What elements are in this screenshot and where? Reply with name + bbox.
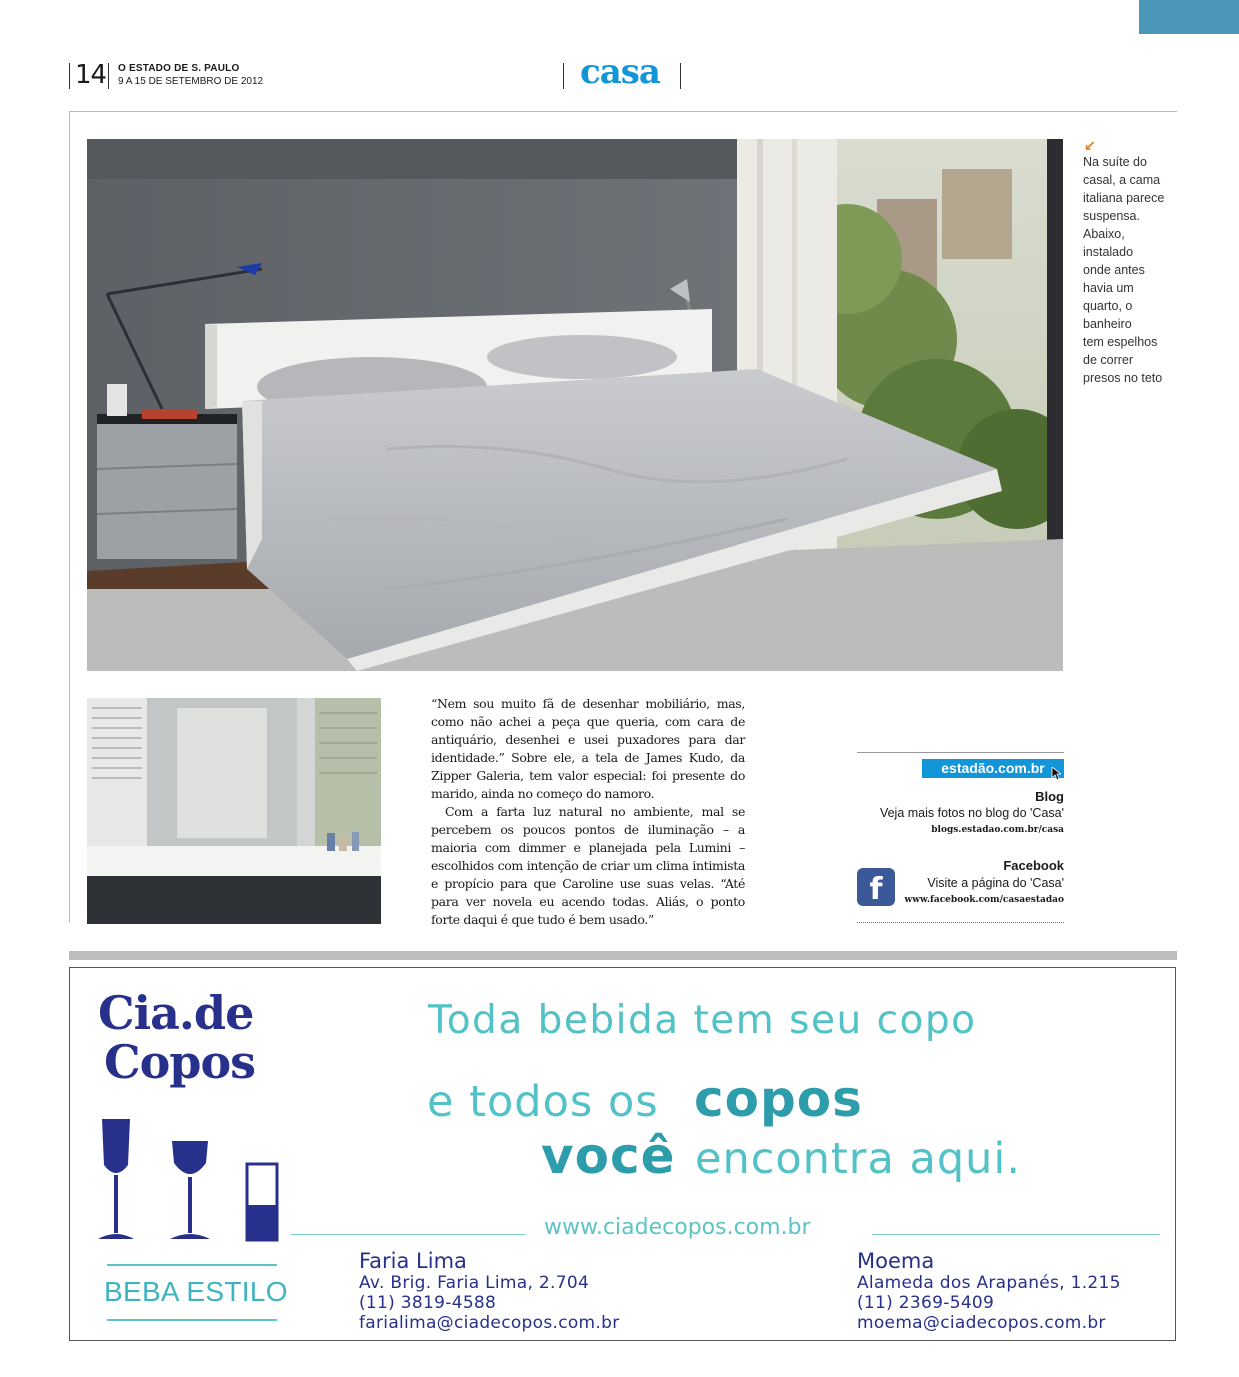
facebook-icon[interactable]	[857, 868, 895, 906]
blog-description: Veja mais fotos no blog do 'Casa'	[879, 806, 1064, 820]
section-color-tab	[1139, 0, 1239, 34]
store-moema	[857, 1249, 1121, 1333]
store-address: Alameda dos Arapanés, 1.215	[857, 1273, 1121, 1293]
header-divider	[563, 63, 564, 89]
store-email[interactable]: farialima@ciadecopos.com.br	[359, 1313, 620, 1333]
blog-title: Blog	[1035, 789, 1064, 804]
page-number: 14	[75, 60, 107, 90]
article-body	[431, 695, 745, 929]
caption-line: instalado	[1083, 245, 1134, 259]
website-rule	[872, 1234, 1160, 1235]
facebook-description: Visite a página do 'Casa'	[927, 876, 1064, 890]
glasses-icon	[96, 1115, 286, 1247]
caption-line: banheiro	[1083, 317, 1132, 331]
ad-tagline-emphasis: copos	[694, 1070, 863, 1128]
article-paragraph: “Nem sou muito fã de desenhar mobiliário, mas, como não achei a peça que queria, com cara de antiquário, desenhei e usei puxadores para dar identidade.” Sobre ele, a tela de James Kudo, da Zipper Galeria, tem valor especial: foi presente do marido, ainda no começo do namoro.	[431, 696, 745, 801]
column-rule	[69, 111, 70, 923]
blog-url-link[interactable]: blogs.estadao.com.br/casa	[931, 825, 1064, 835]
slogan-rule	[107, 1264, 277, 1266]
store-address: Av. Brig. Faria Lima, 2.704	[359, 1273, 590, 1293]
cursor-icon	[1051, 767, 1061, 781]
ad-website-link[interactable]: www.ciadecopos.com.br	[544, 1215, 811, 1240]
header-divider	[680, 63, 681, 89]
caption-line: tem espelhos	[1083, 335, 1158, 349]
caption-line: havia um	[1083, 281, 1134, 295]
website-rule	[291, 1234, 525, 1235]
caption-line: Abaixo,	[1083, 227, 1125, 241]
caption-line: de correr	[1083, 353, 1134, 367]
store-faria-lima	[359, 1249, 620, 1333]
web-box-dotted-rule	[857, 922, 1064, 923]
bathroom-illustration	[87, 698, 381, 924]
bathroom-photo	[87, 698, 381, 924]
caption-arrow-icon: ↙	[1084, 137, 1096, 153]
caption-line: casal, a cama	[1083, 173, 1161, 187]
store-phone: (11) 2369-5409	[857, 1293, 995, 1313]
bedroom-photo	[87, 139, 1063, 671]
caption-line: italiana parece	[1083, 191, 1165, 205]
store-name: Faria Lima	[359, 1249, 467, 1273]
photo-caption	[1083, 153, 1183, 387]
article-paragraph: Com a farta luz natural no ambiente, mal se percebem os poucos pontos de iluminação – a maioria com dimmer e planejada pela Lumini – escolhidos com intenção de criar um clima intimista e propício para que Caroline use suas velas. “Até para ver novela eu acendo todas. Aliás, o ponto forte daqui é que tudo é bem usado.”	[431, 804, 745, 927]
ad-tagline: Toda bebida tem seu copo	[428, 998, 977, 1043]
store-email[interactable]: moema@ciadecopos.com.br	[857, 1313, 1106, 1333]
ad-separator-bar	[69, 951, 1177, 960]
ad-tagline-emphasis: você	[541, 1127, 676, 1185]
caption-line: onde antes	[1083, 263, 1145, 277]
bedroom-illustration	[87, 139, 1063, 671]
ad-tagline: e todos os	[427, 1077, 659, 1127]
header-rule	[69, 111, 1177, 112]
ad-slogan: BEBA ESTILO	[104, 1276, 288, 1307]
edition-date: 9 A 15 DE SETEMBRO DE 2012	[118, 76, 264, 87]
newspaper-name: O ESTADO DE S. PAULO	[118, 63, 240, 74]
web-box-rule	[857, 752, 1064, 753]
facebook-glyph: f	[869, 872, 883, 907]
slogan-rule	[107, 1319, 277, 1321]
store-name: Moema	[857, 1249, 935, 1273]
facebook-title: Facebook	[1003, 858, 1064, 873]
caption-line: quarto, o	[1083, 299, 1133, 313]
header-divider	[69, 63, 70, 89]
header-divider	[108, 63, 109, 89]
ad-logo-line2: Copos	[104, 1035, 256, 1089]
section-title: casa	[580, 52, 660, 92]
caption-line: presos no teto	[1083, 371, 1163, 385]
caption-line: Na suíte do	[1083, 155, 1147, 169]
estadao-link-badge[interactable]: estadão.com.br	[922, 759, 1064, 778]
facebook-url-link[interactable]: www.facebook.com/casaestadao	[904, 895, 1064, 905]
store-phone: (11) 3819-4588	[359, 1293, 497, 1313]
ad-tagline: encontra aqui.	[695, 1134, 1021, 1184]
ad-logo-line1: Cia.de	[98, 986, 254, 1040]
caption-line: suspensa.	[1083, 209, 1140, 223]
